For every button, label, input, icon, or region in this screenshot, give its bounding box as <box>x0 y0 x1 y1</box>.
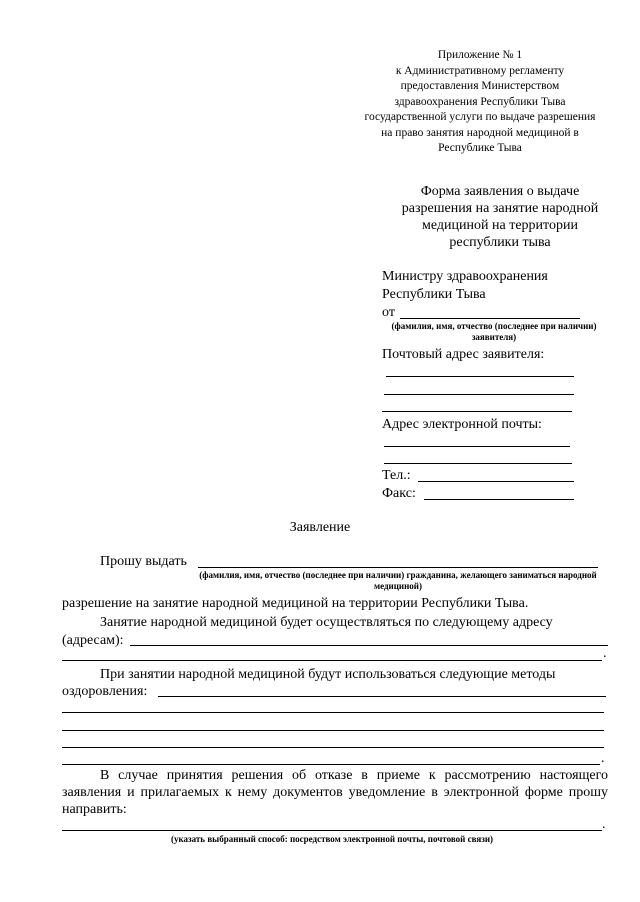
statement-title: Заявление <box>289 520 351 535</box>
applicant-name-field[interactable] <box>198 567 598 568</box>
methods-field-1[interactable] <box>158 696 606 697</box>
refusal-text: В случае принятия решения об отказе в приеме к рассмотрению настоящего заявления и прилагаемых к нему документов уведомление в электронной форме прошу направить: <box>62 768 608 817</box>
methods-period: . <box>601 751 605 766</box>
methods-field-3[interactable] <box>62 730 604 731</box>
email-label: Адрес электронной почты: <box>382 417 542 432</box>
address-text: Занятие народной медициной будет осуществляться по следующему адресу <box>100 615 553 630</box>
address-period: . <box>603 646 607 661</box>
postal-address-label: Почтовый адрес заявителя: <box>382 347 545 362</box>
postal-address-field-3[interactable] <box>382 411 572 412</box>
form-title <box>380 183 620 251</box>
fax-label: Факс: <box>382 486 416 501</box>
annex-line: на право занятия народной медициной в <box>381 126 579 139</box>
address-label: (адресам): <box>62 633 124 648</box>
request-note: (фамилия, имя, отчество (последнее при наличии) гражданина, желающего заниматься народной медициной) <box>199 570 597 591</box>
methods-text: При занятии народной медициной будут использоваться следующие методы <box>100 667 556 682</box>
from-label: от <box>382 305 395 320</box>
request-label: Прошу выдать <box>100 554 187 569</box>
annex-line: к Административному регламенту <box>395 64 565 77</box>
notification-method-field[interactable] <box>62 830 602 831</box>
phone-label: Тел.: <box>382 468 411 483</box>
permit-text: разрешение на занятие народной медициной на территории Республики Тыва. <box>62 596 529 611</box>
postal-address-field-1[interactable] <box>386 376 574 377</box>
postal-address-field-2[interactable] <box>384 394 574 395</box>
annex-line: предоставления Министерством <box>400 80 560 92</box>
annex-line: Приложение № 1 <box>437 49 523 61</box>
from-name-field[interactable] <box>400 318 580 319</box>
form-title-line: республики тыва <box>449 235 551 250</box>
address-field-2[interactable] <box>62 660 602 661</box>
fax-field[interactable] <box>424 499 574 500</box>
form-title-line: Форма заявления о выдаче <box>420 184 580 199</box>
methods-field-5[interactable] <box>62 764 600 765</box>
notification-period: . <box>602 817 606 832</box>
recipient-line-1: Министру здравоохранения <box>382 269 548 284</box>
annex-line: государственной услуги по выдаче разрешения <box>364 111 596 123</box>
annex-line: здравоохранения Республики Тыва <box>394 95 566 108</box>
methods-field-4[interactable] <box>62 747 604 748</box>
form-title-line: медициной на территории <box>422 218 578 233</box>
phone-field[interactable] <box>418 481 574 482</box>
annex-block <box>330 48 630 157</box>
methods-field-2[interactable] <box>62 712 604 713</box>
from-note: (фамилия, имя, отчество (последнее при наличии) заявителя) <box>391 321 597 342</box>
methods-label: оздоровления: <box>62 684 148 699</box>
address-field-1[interactable] <box>130 645 608 646</box>
recipient-line-2: Республики Тыва <box>382 287 486 302</box>
email-field-1[interactable] <box>384 446 570 447</box>
form-title-line: разрешения на занятие народной <box>401 201 599 216</box>
email-field-2[interactable] <box>384 463 572 464</box>
annex-line: Республике Тыва <box>438 142 522 154</box>
method-note: (указать выбранный способ: посредством электронной почты, почтовой связи) <box>170 834 494 844</box>
